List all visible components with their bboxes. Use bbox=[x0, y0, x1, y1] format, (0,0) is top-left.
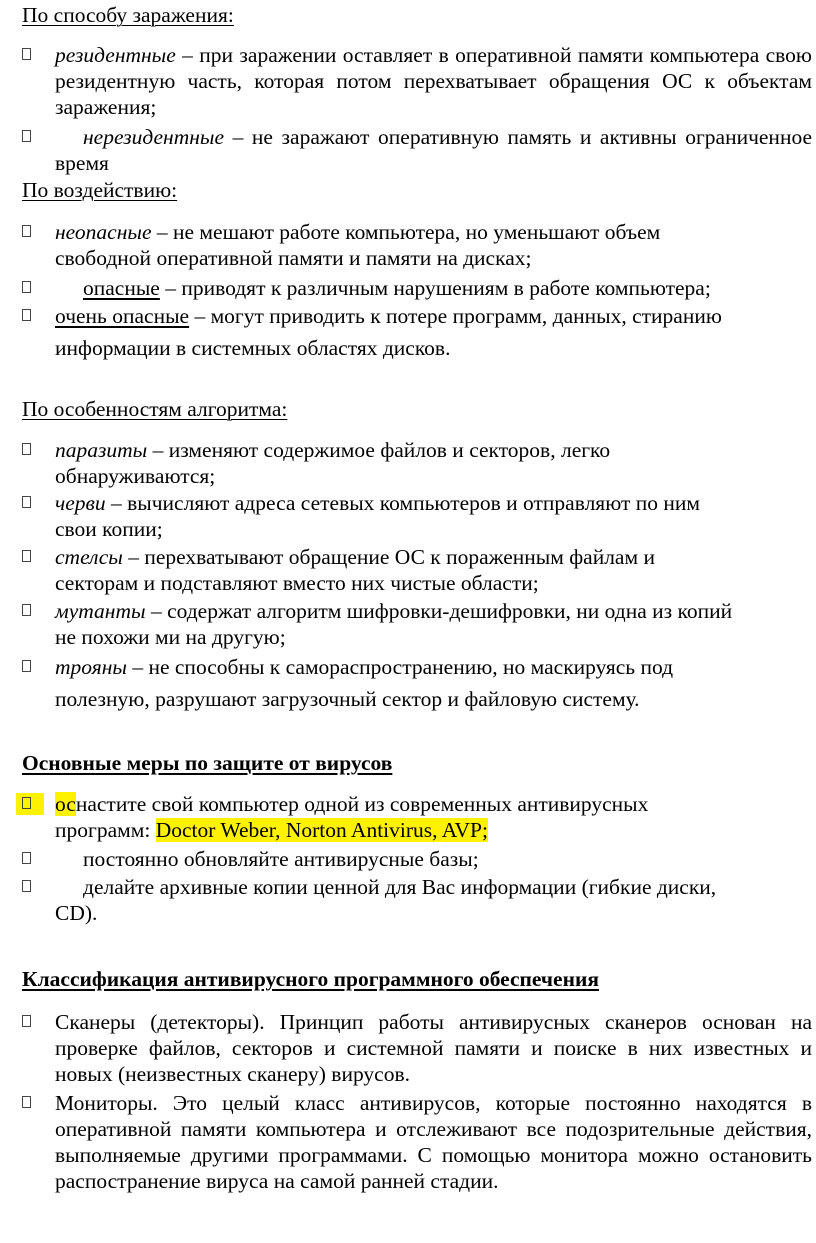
heading-protection: Основные меры по защите от вирусов bbox=[22, 751, 393, 775]
highlight-start: ос bbox=[55, 792, 76, 816]
bullet-icon bbox=[22, 1015, 31, 1027]
definition-trojans-line2: полезную, разрушают загрузочный сектор и файловую систему. bbox=[55, 687, 640, 711]
install-antivirus-prefix: программ: bbox=[55, 818, 156, 842]
definition-parasites-line2: обнаруживаются; bbox=[55, 464, 216, 488]
list-item-monitors bbox=[22, 1090, 812, 1194]
term-parasites: паразиты bbox=[55, 438, 148, 462]
definition-worms-line1: – вычисляют адреса сетевых компьютеров и отправляют по ним bbox=[105, 491, 700, 515]
bullet-icon bbox=[22, 604, 31, 616]
term-trojans: трояны bbox=[55, 655, 127, 679]
list-item-mutants bbox=[22, 598, 812, 650]
antivirus-names-highlight: Doctor Weber, Norton Antivirus, AVP; bbox=[155, 818, 488, 842]
term-dangerous: опасные bbox=[83, 276, 160, 300]
heading-algorithm: По особенностям алгоритма: bbox=[22, 397, 288, 421]
definition-stealth-line2: секторам и подставляют вместо них чистые области; bbox=[55, 571, 539, 595]
definition-dangerous: – приводят к различным нарушениям в работе компьютера; bbox=[159, 276, 711, 300]
bullet-icon bbox=[22, 880, 31, 892]
list-item-scanners bbox=[22, 1009, 812, 1087]
list-item-very-dangerous bbox=[22, 303, 812, 361]
term-nonresident: нерезидентные bbox=[83, 125, 224, 149]
list-item-dangerous bbox=[22, 275, 812, 301]
term-worms: черви bbox=[55, 491, 106, 515]
definition-harmless-line1: – не мешают работе компьютера, но уменьшают объем bbox=[151, 220, 661, 244]
heading-infection-method: По способу заражения: bbox=[22, 3, 234, 27]
definition-resident: – при заражении оставляет в оперативной памяти компьютера свою резидентную часть, которая потом перехватывает обращения ОС к объектам заражения; bbox=[55, 43, 812, 119]
heading-classification: Классификация антивирусного программного обеспечения bbox=[22, 967, 599, 991]
bullet-icon bbox=[22, 797, 31, 809]
list-item-harmless bbox=[22, 219, 812, 271]
definition-worms-line2: свои копии; bbox=[55, 517, 163, 541]
bullet-icon bbox=[22, 48, 31, 60]
term-harmless: неопасные bbox=[55, 220, 152, 244]
definition-very-dangerous-line1: – могут приводить к потере программ, данных, стиранию bbox=[189, 304, 722, 328]
definition-mutants-line2: не похожи ми на другую; bbox=[55, 625, 286, 649]
bullet-icon bbox=[22, 550, 31, 562]
backup-line1: делайте архивные копии ценной для Вас информации (гибкие диски, bbox=[83, 875, 717, 899]
bullet-icon bbox=[22, 852, 31, 864]
bullet-icon bbox=[22, 443, 31, 455]
definition-nonresident: – не заражают оперативную память и активны ограниченное время bbox=[55, 125, 812, 175]
update-bases-text: постоянно обновляйте антивирусные базы; bbox=[83, 847, 479, 871]
definition-mutants-line1: – содержат алгоритм шифровки-дешифровки, ни одна из копий bbox=[145, 599, 733, 623]
term-stealth: стелсы bbox=[55, 545, 123, 569]
list-item-backup bbox=[22, 874, 812, 926]
bullet-icon bbox=[22, 281, 31, 293]
definition-very-dangerous-line2: информации в системных областях дисков. bbox=[55, 336, 451, 360]
list-item-parasites bbox=[22, 437, 812, 489]
monitors-text: Мониторы. Это целый класс антивирусов, которые постоянно находятся в оперативной памяти компьютера и отслеживают все подозрительные действия, выполняемые другими программами. С помощью монитора можно остановить распостранение вируса на самой ранней стадии. bbox=[55, 1091, 812, 1193]
bullet-icon bbox=[22, 660, 31, 672]
bullet-icon bbox=[22, 225, 31, 237]
term-mutants: мутанты bbox=[55, 599, 146, 623]
list-item-install-antivirus bbox=[22, 791, 812, 843]
list-item-stealth bbox=[22, 544, 812, 596]
definition-trojans-line1: – не способны к самораспространению, но маскируясь под bbox=[126, 655, 674, 679]
term-resident: резидентные bbox=[55, 43, 176, 67]
bullet-icon bbox=[22, 496, 31, 508]
install-antivirus-line1: настите свой компьютер одной из современных антивирусных bbox=[75, 792, 649, 816]
bullet-icon bbox=[22, 130, 31, 142]
list-item-worms bbox=[22, 490, 812, 542]
term-very-dangerous: очень опасные bbox=[55, 304, 190, 328]
backup-line2: CD). bbox=[55, 901, 98, 925]
bullet-icon bbox=[22, 309, 31, 321]
heading-impact: По воздействию: bbox=[22, 178, 178, 202]
definition-stealth-line1: – перехватывают обращение ОС к пораженным файлам и bbox=[122, 545, 655, 569]
list-item-trojans bbox=[22, 654, 812, 712]
scanners-text: Сканеры (детекторы). Принцип работы антивирусных сканеров основан на проверке файлов, секторов и системной памяти и поиске в них известных и новых (неизвестных сканеру) вирусов. bbox=[55, 1010, 812, 1086]
definition-harmless-line2: свободной оперативной памяти и памяти на дисках; bbox=[55, 246, 532, 270]
bullet-icon bbox=[22, 1096, 31, 1108]
list-item-nonresident bbox=[22, 124, 812, 176]
definition-parasites-line1: – изменяют содержимое файлов и секторов, легко bbox=[147, 438, 611, 462]
list-item-update-bases bbox=[22, 846, 812, 872]
list-item-resident bbox=[22, 42, 812, 120]
